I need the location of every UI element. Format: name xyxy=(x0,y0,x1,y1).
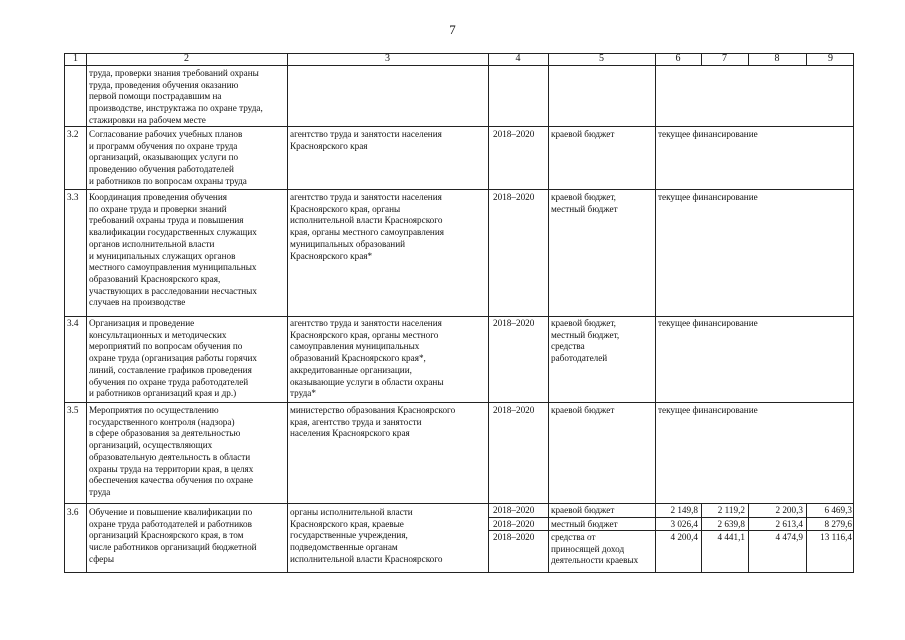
col-divider xyxy=(655,54,656,572)
row-text: Согласование рабочих учебных планов и программ обучения по охране труда организаций, оказывающих услуги по проведению обучения работодателей и работников по вопросам охраны труда xyxy=(89,129,247,186)
header-col-5: 5 xyxy=(599,53,604,64)
row-number: 3.2 xyxy=(67,129,79,139)
row-executor: агентство труда и занятости населения Красноярского края xyxy=(290,129,442,151)
subrow-value-total: 6 469,3 xyxy=(824,505,852,515)
header-col-7: 7 xyxy=(722,53,727,64)
row-executor: органы исполнительной власти Красноярского края, краевые государственные учреждения, подведомственные органам исполнительной власти Красноярского xyxy=(290,507,443,564)
row-period: 2018–2020 xyxy=(493,129,535,139)
subrow-value-2019: 2 119,2 xyxy=(717,505,745,515)
subrow-period: 2018–2020 xyxy=(493,505,535,515)
row-divider xyxy=(65,316,853,317)
row-text: Организация и проведение консультационных и методических мероприятий по вопросам обучения по охране труда (организация работы горячих линий, составление графиков проведения обучения по охране труда работодателей и работников организаций края и др.) xyxy=(89,318,257,399)
subrow-source: местный бюджет xyxy=(551,519,618,529)
row-funding: текущее финансирование xyxy=(658,405,758,415)
header-col-6: 6 xyxy=(675,53,681,64)
header-col-3: 3 xyxy=(385,53,390,64)
row-executor: министерство образования Красноярского края, агентство труда и занятости населения Красноярского края xyxy=(290,405,456,439)
row-source: краевой бюджет xyxy=(551,405,615,415)
row-number: 3.3 xyxy=(67,192,79,202)
header-col-9: 9 xyxy=(828,53,833,64)
row-period: 2018–2020 xyxy=(493,318,535,328)
col-divider xyxy=(287,54,288,572)
row-executor: агентство труда и занятости населения Красноярского края, органы местного самоуправления муниципальных образований Красноярского края*, аккредитованные организации, оказывающие услуги в области охраны труда* xyxy=(290,318,444,399)
subrow-value-2019: 4 441,1 xyxy=(717,532,745,542)
row-number: 3.4 xyxy=(67,318,79,328)
row-divider xyxy=(65,189,853,190)
row-source: краевой бюджет, местный бюджет, средства работодателей xyxy=(551,318,620,364)
subrow-value-2019: 2 639,8 xyxy=(717,519,745,529)
col-divider xyxy=(488,54,489,572)
page-number: 7 xyxy=(449,22,456,37)
row-funding: текущее финансирование xyxy=(658,318,758,328)
row-period: 2018–2020 xyxy=(493,405,535,415)
row-text: труда, проверки знания требований охраны труда, проведения обучения оказанию первой помощи пострадавшим на производстве, инструктажа по охране труда, стажировки на рабочем месте xyxy=(89,68,263,125)
row-text: Координация проведения обучения по охране труда и проверки знаний требований охраны труда и повышения квалификации государственных служащих органов исполнительной власти и муниципальных служащих органов местного самоуправления муниципальных образований Красноярского края, участвующих в расследовании несчастных случаев на производстве xyxy=(89,192,257,308)
header-divider xyxy=(65,65,853,66)
subrow-value-total: 13 116,4 xyxy=(820,532,852,542)
row-number: 3.6 xyxy=(67,507,79,517)
row-divider xyxy=(65,503,853,504)
subrow-divider xyxy=(488,530,853,531)
subrow-value-2018: 4 200,4 xyxy=(670,532,698,542)
col-divider xyxy=(86,54,87,572)
row-funding: текущее финансирование xyxy=(658,192,758,202)
row-period: 2018–2020 xyxy=(493,192,535,202)
subrow-source: средства от приносящей доход деятельности краевых xyxy=(551,532,639,566)
row-source: краевой бюджет, местный бюджет xyxy=(551,192,618,214)
subrow-divider xyxy=(488,517,853,518)
subrow-value-2018: 3 026,4 xyxy=(670,519,698,529)
subrow-value-2020: 2 200,3 xyxy=(775,505,803,515)
subrow-period: 2018–2020 xyxy=(493,532,535,542)
row-number: 3.5 xyxy=(67,405,79,415)
row-text: Обучение и повышение квалификации по охране труда работодателей и работников организаций Красноярского края, в том числе работников организаций бюджетной сферы xyxy=(89,507,257,564)
col-divider xyxy=(548,54,549,572)
header-col-4: 4 xyxy=(515,53,521,64)
header-col-1: 1 xyxy=(73,53,78,64)
row-source: краевой бюджет xyxy=(551,129,615,139)
subrow-value-total: 8 279,6 xyxy=(824,519,852,529)
row-divider xyxy=(65,402,853,403)
header-col-2: 2 xyxy=(184,53,189,64)
row-executor: агентство труда и занятости населения Красноярского края, органы исполнительной власти Красноярского края, органы местного самоуправления муниципальных образований Красноярского края* xyxy=(290,192,444,261)
subrow-value-2020: 2 613,4 xyxy=(775,519,803,529)
subrow-source: краевой бюджет xyxy=(551,505,615,515)
row-funding: текущее финансирование xyxy=(658,129,758,139)
subrow-value-2018: 2 149,8 xyxy=(670,505,698,515)
row-text: Мероприятия по осуществлению государственного контроля (надзора) в сфере образования за деятельностью организаций, осуществляющих образовательную деятельность в области охраны труда на территории края, в целях обеспечения качества обучения по охране труда xyxy=(89,405,254,497)
subrow-period: 2018–2020 xyxy=(493,519,535,529)
measures-table xyxy=(64,53,854,573)
header-col-8: 8 xyxy=(774,53,780,64)
subrow-value-2020: 4 474,9 xyxy=(775,532,803,542)
